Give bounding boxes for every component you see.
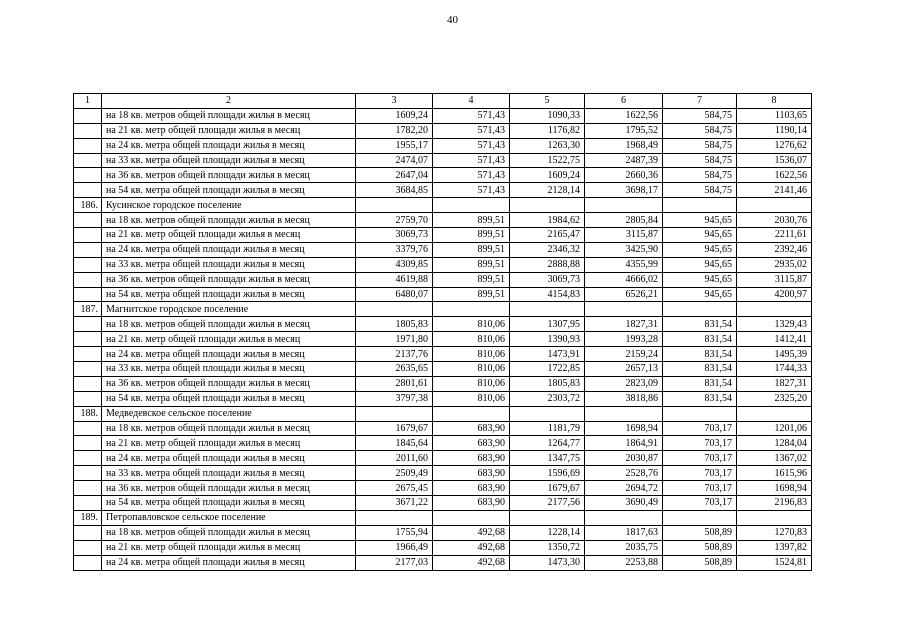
section-row <box>74 510 812 525</box>
value-cell: 492,68 <box>433 525 510 540</box>
empty-cell <box>74 257 102 272</box>
empty-cell <box>663 406 737 421</box>
value-cell: 1755,94 <box>356 525 433 540</box>
value-cell: 1609,24 <box>356 108 433 123</box>
value-cell: 1622,56 <box>737 168 812 183</box>
value-cell: 508,89 <box>663 555 737 570</box>
value-cell: 1390,93 <box>510 332 585 347</box>
value-cell: 1966,49 <box>356 540 433 555</box>
value-cell: 1679,67 <box>510 481 585 496</box>
value-cell: 1955,17 <box>356 138 433 153</box>
value-cell: 508,89 <box>663 540 737 555</box>
row-label: на 21 кв. метр общей площади жилья в месяц <box>102 332 356 347</box>
empty-cell <box>74 317 102 332</box>
value-cell: 1722,85 <box>510 362 585 377</box>
value-cell: 2392,46 <box>737 242 812 257</box>
value-cell: 703,17 <box>663 421 737 436</box>
value-cell: 1817,63 <box>585 525 663 540</box>
empty-cell <box>74 466 102 481</box>
value-cell: 1397,82 <box>737 540 812 555</box>
value-cell: 703,17 <box>663 436 737 451</box>
value-cell: 4355,99 <box>585 257 663 272</box>
table-row <box>74 347 812 362</box>
empty-cell <box>74 481 102 496</box>
value-cell: 2657,13 <box>585 362 663 377</box>
value-cell: 2141,46 <box>737 183 812 198</box>
value-cell: 1698,94 <box>737 481 812 496</box>
tariff-table <box>73 93 812 571</box>
value-cell: 945,65 <box>663 228 737 243</box>
row-label: на 33 кв. метра общей площади жилья в месяц <box>102 466 356 481</box>
table-row <box>74 213 812 228</box>
table-row <box>74 436 812 451</box>
value-cell: 1827,31 <box>585 317 663 332</box>
value-cell: 899,51 <box>433 228 510 243</box>
value-cell: 3425,90 <box>585 242 663 257</box>
column-header: 2 <box>102 94 356 109</box>
value-cell: 2325,20 <box>737 391 812 406</box>
empty-cell <box>74 153 102 168</box>
value-cell: 1522,75 <box>510 153 585 168</box>
table-row <box>74 391 812 406</box>
empty-cell <box>737 510 812 525</box>
column-header: 7 <box>663 94 737 109</box>
empty-cell <box>74 540 102 555</box>
value-cell: 899,51 <box>433 287 510 302</box>
empty-cell <box>74 555 102 570</box>
row-label: на 18 кв. метров общей площади жилья в месяц <box>102 108 356 123</box>
table-row <box>74 138 812 153</box>
value-cell: 1263,30 <box>510 138 585 153</box>
empty-cell <box>663 302 737 317</box>
table-row <box>74 168 812 183</box>
value-cell: 1536,07 <box>737 153 812 168</box>
empty-cell <box>585 302 663 317</box>
value-cell: 2509,49 <box>356 466 433 481</box>
row-label: на 24 кв. метра общей площади жилья в месяц <box>102 138 356 153</box>
value-cell: 4309,85 <box>356 257 433 272</box>
value-cell: 831,54 <box>663 347 737 362</box>
value-cell: 1347,75 <box>510 451 585 466</box>
value-cell: 1609,24 <box>510 168 585 183</box>
value-cell: 2196,83 <box>737 496 812 511</box>
value-cell: 4666,02 <box>585 272 663 287</box>
empty-cell <box>74 332 102 347</box>
section-row <box>74 302 812 317</box>
section-name: Магнитское городское поселение <box>102 302 356 317</box>
value-cell: 831,54 <box>663 317 737 332</box>
value-cell: 1329,43 <box>737 317 812 332</box>
value-cell: 2177,03 <box>356 555 433 570</box>
value-cell: 1864,91 <box>585 436 663 451</box>
value-cell: 831,54 <box>663 391 737 406</box>
value-cell: 571,43 <box>433 123 510 138</box>
value-cell: 1845,64 <box>356 436 433 451</box>
section-index: 186. <box>74 198 102 213</box>
value-cell: 3115,87 <box>585 228 663 243</box>
value-cell: 6526,21 <box>585 287 663 302</box>
value-cell: 1350,72 <box>510 540 585 555</box>
empty-cell <box>433 406 510 421</box>
value-cell: 1201,06 <box>737 421 812 436</box>
empty-cell <box>510 406 585 421</box>
table-row <box>74 123 812 138</box>
table-row <box>74 317 812 332</box>
value-cell: 945,65 <box>663 287 737 302</box>
column-header: 1 <box>74 94 102 109</box>
empty-cell <box>433 302 510 317</box>
value-cell: 1524,81 <box>737 555 812 570</box>
value-cell: 4154,83 <box>510 287 585 302</box>
column-header: 3 <box>356 94 433 109</box>
value-cell: 683,90 <box>433 466 510 481</box>
value-cell: 1284,04 <box>737 436 812 451</box>
empty-cell <box>737 406 812 421</box>
value-cell: 810,06 <box>433 376 510 391</box>
value-cell: 2253,88 <box>585 555 663 570</box>
table-row <box>74 228 812 243</box>
row-label: на 24 кв. метра общей площади жилья в месяц <box>102 555 356 570</box>
value-cell: 1473,30 <box>510 555 585 570</box>
value-cell: 945,65 <box>663 242 737 257</box>
value-cell: 703,17 <box>663 496 737 511</box>
empty-cell <box>74 272 102 287</box>
value-cell: 1615,96 <box>737 466 812 481</box>
row-label: на 54 кв. метра общей площади жилья в месяц <box>102 496 356 511</box>
empty-cell <box>74 183 102 198</box>
table-row <box>74 421 812 436</box>
empty-cell <box>74 213 102 228</box>
empty-cell <box>74 525 102 540</box>
value-cell: 1805,83 <box>510 376 585 391</box>
table-row <box>74 332 812 347</box>
row-label: на 18 кв. метров общей площади жилья в месяц <box>102 525 356 540</box>
value-cell: 831,54 <box>663 376 737 391</box>
value-cell: 571,43 <box>433 153 510 168</box>
value-cell: 2035,75 <box>585 540 663 555</box>
table-row <box>74 183 812 198</box>
value-cell: 899,51 <box>433 272 510 287</box>
section-row <box>74 406 812 421</box>
value-cell: 683,90 <box>433 496 510 511</box>
value-cell: 584,75 <box>663 168 737 183</box>
table-row <box>74 362 812 377</box>
value-cell: 1827,31 <box>737 376 812 391</box>
value-cell: 2346,32 <box>510 242 585 257</box>
empty-cell <box>74 287 102 302</box>
row-label: на 18 кв. метров общей площади жилья в месяц <box>102 317 356 332</box>
empty-cell <box>510 302 585 317</box>
empty-cell <box>74 242 102 257</box>
section-index: 189. <box>74 510 102 525</box>
value-cell: 1968,49 <box>585 138 663 153</box>
value-cell: 584,75 <box>663 153 737 168</box>
empty-cell <box>74 376 102 391</box>
value-cell: 703,17 <box>663 451 737 466</box>
empty-cell <box>74 138 102 153</box>
column-header: 5 <box>510 94 585 109</box>
value-cell: 810,06 <box>433 317 510 332</box>
row-label: на 33 кв. метра общей площади жилья в месяц <box>102 362 356 377</box>
value-cell: 3379,76 <box>356 242 433 257</box>
value-cell: 584,75 <box>663 183 737 198</box>
value-cell: 2801,61 <box>356 376 433 391</box>
value-cell: 3671,22 <box>356 496 433 511</box>
row-label: на 36 кв. метров общей площади жилья в месяц <box>102 481 356 496</box>
value-cell: 492,68 <box>433 540 510 555</box>
table-header-row <box>74 94 812 109</box>
row-label: на 54 кв. метра общей площади жилья в месяц <box>102 287 356 302</box>
value-cell: 810,06 <box>433 362 510 377</box>
row-label: на 54 кв. метра общей площади жилья в месяц <box>102 183 356 198</box>
value-cell: 683,90 <box>433 436 510 451</box>
row-label: на 24 кв. метра общей площади жилья в месяц <box>102 451 356 466</box>
value-cell: 2128,14 <box>510 183 585 198</box>
section-index: 188. <box>74 406 102 421</box>
value-cell: 2647,04 <box>356 168 433 183</box>
empty-cell <box>510 198 585 213</box>
empty-cell <box>585 510 663 525</box>
value-cell: 2805,84 <box>585 213 663 228</box>
row-label: на 36 кв. метров общей площади жилья в месяц <box>102 376 356 391</box>
value-cell: 703,17 <box>663 481 737 496</box>
table-row <box>74 257 812 272</box>
value-cell: 2635,65 <box>356 362 433 377</box>
table-row <box>74 525 812 540</box>
value-cell: 899,51 <box>433 257 510 272</box>
value-cell: 899,51 <box>433 213 510 228</box>
empty-cell <box>74 391 102 406</box>
value-cell: 831,54 <box>663 362 737 377</box>
empty-cell <box>74 451 102 466</box>
value-cell: 810,06 <box>433 347 510 362</box>
value-cell: 4619,88 <box>356 272 433 287</box>
column-header: 6 <box>585 94 663 109</box>
table-row <box>74 496 812 511</box>
table-row <box>74 153 812 168</box>
value-cell: 2165,47 <box>510 228 585 243</box>
value-cell: 3690,49 <box>585 496 663 511</box>
row-label: на 24 кв. метра общей площади жилья в месяц <box>102 347 356 362</box>
empty-cell <box>737 198 812 213</box>
row-label: на 36 кв. метров общей площади жилья в месяц <box>102 168 356 183</box>
row-label: на 33 кв. метра общей площади жилья в месяц <box>102 257 356 272</box>
value-cell: 1795,52 <box>585 123 663 138</box>
value-cell: 6480,07 <box>356 287 433 302</box>
value-cell: 1622,56 <box>585 108 663 123</box>
value-cell: 810,06 <box>433 332 510 347</box>
section-name: Кусинское городское поселение <box>102 198 356 213</box>
value-cell: 1412,41 <box>737 332 812 347</box>
empty-cell <box>74 496 102 511</box>
row-label: на 21 кв. метр общей площади жилья в месяц <box>102 123 356 138</box>
value-cell: 831,54 <box>663 332 737 347</box>
value-cell: 945,65 <box>663 272 737 287</box>
value-cell: 2694,72 <box>585 481 663 496</box>
page-number: 40 <box>447 14 458 26</box>
empty-cell <box>510 510 585 525</box>
row-label: на 21 кв. метр общей площади жилья в месяц <box>102 436 356 451</box>
value-cell: 2011,60 <box>356 451 433 466</box>
section-name: Петропавловское сельское поселение <box>102 510 356 525</box>
table-row <box>74 272 812 287</box>
value-cell: 584,75 <box>663 123 737 138</box>
value-cell: 683,90 <box>433 421 510 436</box>
value-cell: 1596,69 <box>510 466 585 481</box>
empty-cell <box>356 198 433 213</box>
section-row <box>74 198 812 213</box>
value-cell: 1264,77 <box>510 436 585 451</box>
table-body <box>74 94 812 571</box>
empty-cell <box>356 406 433 421</box>
value-cell: 1367,02 <box>737 451 812 466</box>
empty-cell <box>356 302 433 317</box>
empty-cell <box>433 510 510 525</box>
value-cell: 945,65 <box>663 257 737 272</box>
value-cell: 1090,33 <box>510 108 585 123</box>
value-cell: 1993,28 <box>585 332 663 347</box>
value-cell: 1307,95 <box>510 317 585 332</box>
value-cell: 2137,76 <box>356 347 433 362</box>
empty-cell <box>74 362 102 377</box>
row-label: на 24 кв. метра общей площади жилья в месяц <box>102 242 356 257</box>
empty-cell <box>663 510 737 525</box>
empty-cell <box>585 198 663 213</box>
table-row <box>74 242 812 257</box>
value-cell: 2030,76 <box>737 213 812 228</box>
value-cell: 3115,87 <box>737 272 812 287</box>
table-row <box>74 481 812 496</box>
empty-cell <box>356 510 433 525</box>
section-name: Медведевское сельское поселение <box>102 406 356 421</box>
value-cell: 2030,87 <box>585 451 663 466</box>
value-cell: 2474,07 <box>356 153 433 168</box>
value-cell: 1473,91 <box>510 347 585 362</box>
value-cell: 2888,88 <box>510 257 585 272</box>
value-cell: 1181,79 <box>510 421 585 436</box>
row-label: на 21 кв. метр общей площади жилья в месяц <box>102 228 356 243</box>
empty-cell <box>585 406 663 421</box>
value-cell: 2177,56 <box>510 496 585 511</box>
row-label: на 18 кв. метров общей площади жилья в месяц <box>102 213 356 228</box>
value-cell: 683,90 <box>433 451 510 466</box>
value-cell: 2823,09 <box>585 376 663 391</box>
empty-cell <box>74 168 102 183</box>
empty-cell <box>74 421 102 436</box>
value-cell: 1495,39 <box>737 347 812 362</box>
value-cell: 1679,67 <box>356 421 433 436</box>
value-cell: 1805,83 <box>356 317 433 332</box>
value-cell: 2675,45 <box>356 481 433 496</box>
value-cell: 2303,72 <box>510 391 585 406</box>
value-cell: 2660,36 <box>585 168 663 183</box>
row-label: на 36 кв. метров общей площади жилья в месяц <box>102 272 356 287</box>
table-row <box>74 376 812 391</box>
empty-cell <box>737 302 812 317</box>
section-index: 187. <box>74 302 102 317</box>
value-cell: 1698,94 <box>585 421 663 436</box>
table-row <box>74 451 812 466</box>
value-cell: 899,51 <box>433 242 510 257</box>
value-cell: 2211,61 <box>737 228 812 243</box>
value-cell: 2159,24 <box>585 347 663 362</box>
value-cell: 3069,73 <box>510 272 585 287</box>
value-cell: 683,90 <box>433 481 510 496</box>
value-cell: 3797,38 <box>356 391 433 406</box>
empty-cell <box>663 198 737 213</box>
empty-cell <box>74 108 102 123</box>
row-label: на 21 кв. метр общей площади жилья в месяц <box>102 540 356 555</box>
empty-cell <box>74 228 102 243</box>
value-cell: 2935,02 <box>737 257 812 272</box>
value-cell: 1744,33 <box>737 362 812 377</box>
value-cell: 1228,14 <box>510 525 585 540</box>
value-cell: 703,17 <box>663 466 737 481</box>
row-label: на 54 кв. метра общей площади жилья в месяц <box>102 391 356 406</box>
value-cell: 810,06 <box>433 391 510 406</box>
value-cell: 2487,39 <box>585 153 663 168</box>
value-cell: 571,43 <box>433 138 510 153</box>
row-label: на 18 кв. метров общей площади жилья в месяц <box>102 421 356 436</box>
table-row <box>74 287 812 302</box>
value-cell: 2759,70 <box>356 213 433 228</box>
value-cell: 571,43 <box>433 108 510 123</box>
value-cell: 3698,17 <box>585 183 663 198</box>
value-cell: 571,43 <box>433 168 510 183</box>
empty-cell <box>74 347 102 362</box>
empty-cell <box>433 198 510 213</box>
value-cell: 1971,80 <box>356 332 433 347</box>
value-cell: 1190,14 <box>737 123 812 138</box>
value-cell: 3818,86 <box>585 391 663 406</box>
row-label: на 33 кв. метра общей площади жилья в месяц <box>102 153 356 168</box>
value-cell: 584,75 <box>663 138 737 153</box>
value-cell: 492,68 <box>433 555 510 570</box>
value-cell: 584,75 <box>663 108 737 123</box>
value-cell: 1984,62 <box>510 213 585 228</box>
value-cell: 1176,82 <box>510 123 585 138</box>
table-row <box>74 555 812 570</box>
value-cell: 4200,97 <box>737 287 812 302</box>
column-header: 4 <box>433 94 510 109</box>
value-cell: 3069,73 <box>356 228 433 243</box>
value-cell: 1276,62 <box>737 138 812 153</box>
value-cell: 3684,85 <box>356 183 433 198</box>
table-row <box>74 108 812 123</box>
value-cell: 571,43 <box>433 183 510 198</box>
value-cell: 945,65 <box>663 213 737 228</box>
value-cell: 2528,76 <box>585 466 663 481</box>
value-cell: 1782,20 <box>356 123 433 138</box>
column-header: 8 <box>737 94 812 109</box>
value-cell: 508,89 <box>663 525 737 540</box>
table-row <box>74 466 812 481</box>
value-cell: 1103,65 <box>737 108 812 123</box>
empty-cell <box>74 436 102 451</box>
empty-cell <box>74 123 102 138</box>
table-row <box>74 540 812 555</box>
value-cell: 1270,83 <box>737 525 812 540</box>
